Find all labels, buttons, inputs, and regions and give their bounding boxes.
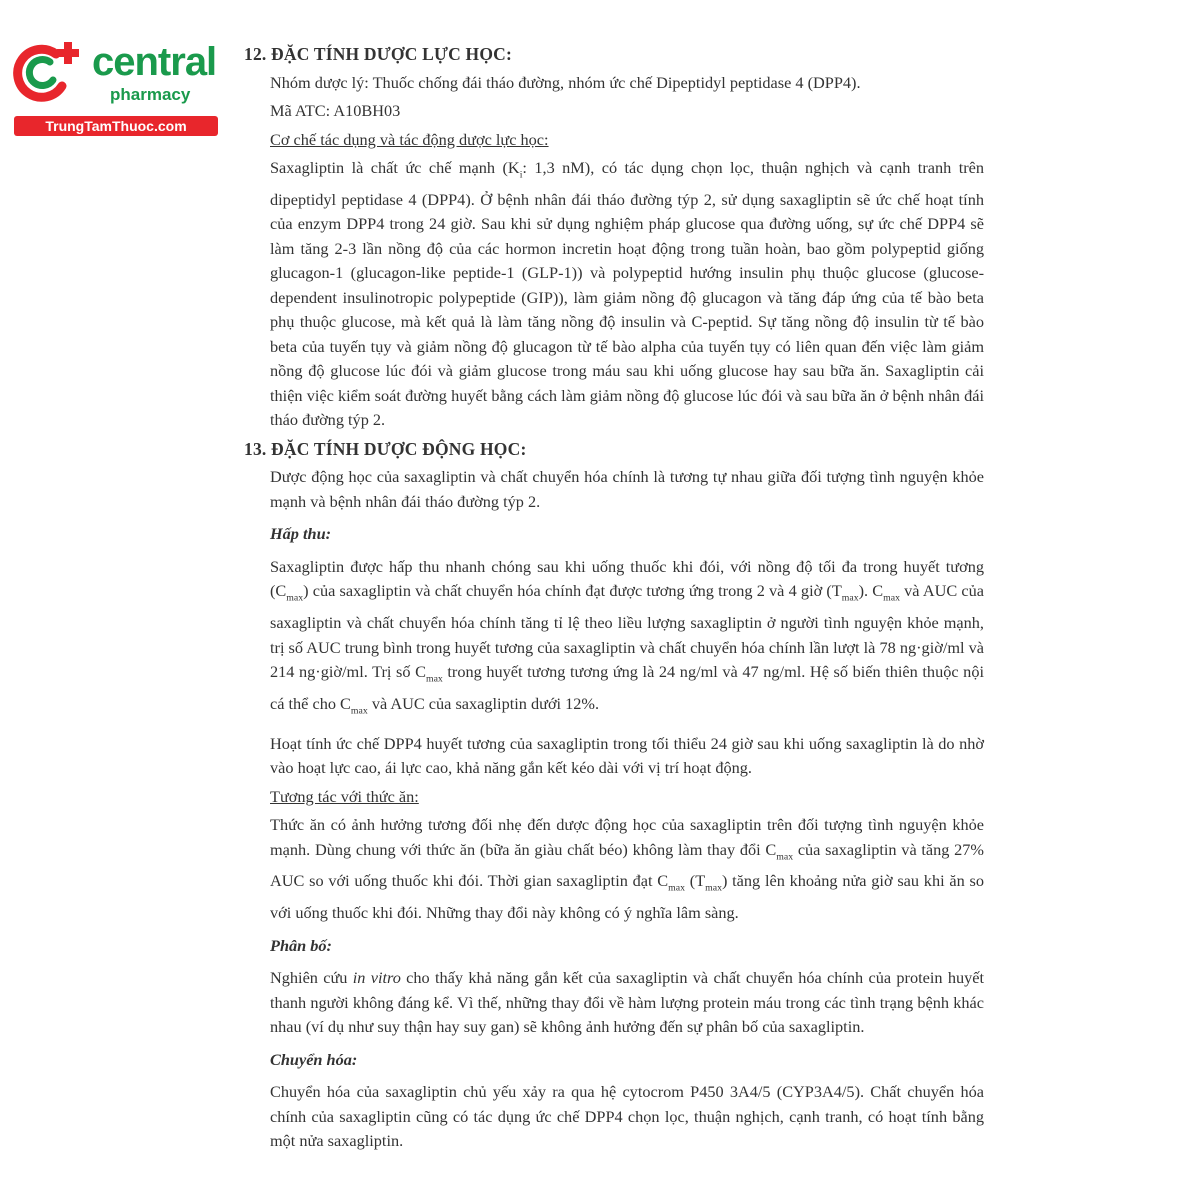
- metabolism-text: Chuyển hóa của saxagliptin chủ yếu xảy ra qua hệ cytocrom P450 3A4/5 (CYP3A4/5). Chất chuyển hóa chính của saxagliptin cũng có tác dụng ức chế DPP4 chọn lọc, thuận nghịch, cạnh tranh, có hoạt tính bằng một nửa saxagliptin.: [270, 1082, 984, 1150]
- document-body: [244, 42, 984, 1154]
- absorption-text-2: Hoạt tính ức chế DPP4 huyết tương của saxagliptin trong tối thiểu 24 giờ sau khi uống saxagliptin là do nhờ vào hoạt lực cao, ái lực cao, khả năng gắn kết kéo dài với vị trí hoạt động.: [270, 733, 984, 777]
- distribution-text: Nghiên cứu in vitro cho thấy khả năng gắn kết của saxagliptin và chất chuyển hóa chính của protein huyết thanh người không đáng kể. Vì thế, những thay đổi về hàm lượng protein máu trong các tình trạng bệnh khác nhau (ví dụ như suy thận hay suy gan) sẽ không ảnh hưởng đến sự phân bố của saxagliptin.: [270, 968, 984, 1036]
- atc-code: Mã ATC: A10BH03: [270, 101, 401, 120]
- section-13-heading: 13. ĐẶC TÍNH DƯỢC ĐỘNG HỌC:: [244, 438, 527, 459]
- metabolism-title: Chuyển hóa:: [270, 1049, 358, 1069]
- pk-intro: Dược động học của saxagliptin và chất chuyển hóa chính là tương tự nhau giữa đối tượng tình nguyện khỏe mạnh và bệnh nhân đái tháo đường týp 2.: [270, 467, 984, 511]
- section-12-heading: 12. ĐẶC TÍNH DƯỢC LỰC HỌC:: [244, 44, 513, 64]
- section-12-body: [244, 71, 984, 433]
- brand-sub: pharmacy: [110, 85, 191, 104]
- distribution-title: Phân bố:: [270, 935, 332, 955]
- absorption-text: Saxagliptin được hấp thu nhanh chóng sau khi uống thuốc khi đói, với nồng độ tối đa trong huyết tương $(C_{max})$ của saxagliptin và chất chuyển hóa chính đạt được tương ứng trong 2 và 4 giờ $(T_{max})$. $C_{max}$ và AUC của saxagliptin và chất chuyển hóa chính tăng tỉ lệ theo liều lượng saxagliptin ở người tình nguyện khỏe mạnh, trị số AUC trung bình trong huyết tương của saxagliptin và chất chuyển hóa chính lần lượt là 78 ng·giờ/ml và 214 ng·giờ/ml. Trị số $C_{max}$ trong huyết tương tương ứng là 24 ng/ml và 47 ng/ml. Hệ số biến thiên thuộc nội cá thể cho $C_{max}$ và AUC của saxagliptin dưới 12%.: [270, 556, 984, 716]
- brand-logo: [10, 38, 215, 138]
- absorption-title: Hấp thu:: [270, 524, 332, 544]
- pharmacy-cross-logo-icon: [12, 40, 80, 104]
- food-interaction-text: Thức ăn có ảnh hưởng tương đối nhẹ đến dược động học của saxagliptin trên đối tượng tình nguyện khỏe mạnh. Dùng chung với thức ăn (bữa ăn giàu chất béo) không làm thay đổi $C_{max}$ của saxagliptin và tăng 27% AUC so với uống thuốc khi đói. Thời gian saxagliptin đạt $C_{max}$ $(T_{max})$ tăng lên khoảng nửa giờ sau khi ăn so với uống thuốc khi đói. Những thay đổi này không có ý nghĩa lâm sàng.: [270, 815, 984, 922]
- brand-name: central: [92, 40, 217, 84]
- mechanism-title: Cơ chế tác dụng và tác động dược lực học:: [270, 129, 549, 149]
- drug-group: Nhóm dược lý: Thuốc chống đái tháo đường, nhóm ức chế Dipeptidyl peptidase 4 (DPP4).: [270, 72, 861, 92]
- brand-url[interactable]: TrungTamThuoc.com: [14, 116, 218, 136]
- food-interaction-title: Tương tác với thức ăn:: [270, 786, 419, 806]
- section-13-body: [244, 465, 984, 1153]
- mechanism-text: Saxagliptin là chất ức chế mạnh ($K_i$: 1,3 nM), có tác dụng chọn lọc, thuận nghịch và cạnh tranh trên dipeptidyl peptidase 4 (DPP4). Ở bệnh nhân đái tháo đường týp 2, sử dụng saxagliptin sẽ ức chế hoạt tính của enzym DPP4 trong 24 giờ. Sau khi sử dụng nghiệm pháp glucose qua đường uống, sự ức chế DPP4 sẽ làm tăng 2-3 lần nồng độ của các hormon incretin hoạt động trong tuần hoàn, bao gồm polypeptid giống glucagon-1 (glucagon-like peptide-1 (GLP-1)) và polypeptid hướng insulin phụ thuộc glucose (glucose-dependent insulinotropic polypeptide (GIP)), làm giảm nồng độ glucagon và tăng đáp ứng của tế bào beta phụ thuộc glucose, mà kết quả là làm tăng nồng độ insulin và C-peptid. Sự tăng nồng độ insulin từ tế bào beta của tuyến tụy và giảm nồng độ glucagon từ tế bào alpha của tuyến tụy có liên quan đến việc làm giảm nồng độ glucose lúc đói và giảm glucose trong máu sau khi uống glucose hay sau bữa ăn. Saxagliptin cải thiện việc kiểm soát đường huyết bằng cách làm giảm nồng độ glucose lúc đói và sau bữa ăn ở bệnh nhân đái tháo đường týp 2.: [270, 158, 985, 430]
